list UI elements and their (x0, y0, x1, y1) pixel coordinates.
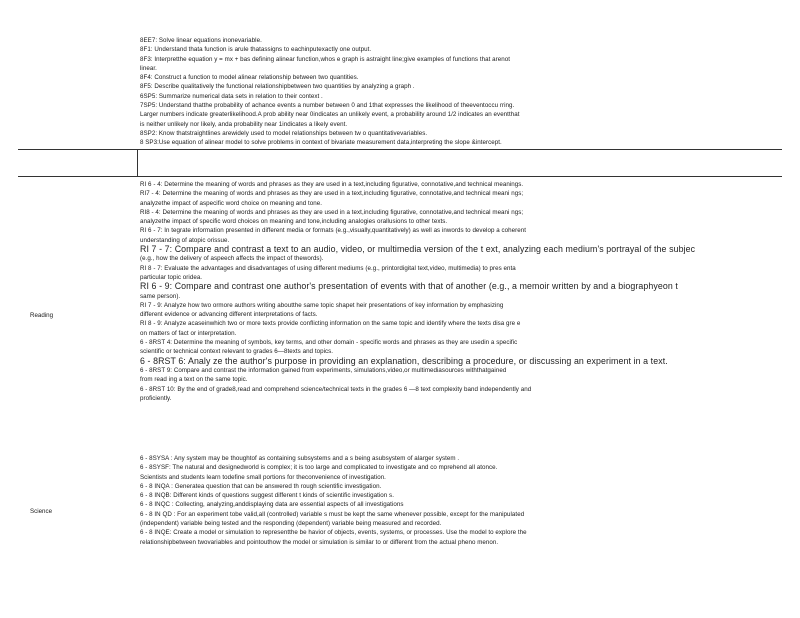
math-line: 6SP5: Summarize numerical data sets in relation to their context . (140, 92, 323, 100)
math-line: linear. (140, 64, 157, 72)
reading-line: (e.g., how the delivery of aspeech affects the impact of thewords). (140, 255, 324, 263)
reading-label: Reading (30, 312, 54, 319)
science-standards (140, 454, 780, 547)
math-line: 8F1: Understand thata function is arule thatassigns to eachinputexactly one output. (140, 46, 372, 54)
reading-line: same person). (140, 292, 181, 300)
reading-line: RI 6 - 4: Determine the meaning of words and phrases as they are used in a text,including figurative, connotative,and technical meanings. (140, 181, 524, 188)
reading-line: from read ing a text on the same topic. (140, 376, 248, 384)
table-divider (18, 176, 782, 177)
reading-line: RI 7 - 9: Analyze how two ormore authors writing aboutthe same topic shapet heir presentations of key information by emphasizing (140, 301, 504, 309)
reading-line: different evidence or advancing different interpretations of facts. (140, 311, 318, 319)
reading-line: particular topic oridea. (140, 273, 203, 281)
reading-line: on matters of fact or interpretation. (140, 329, 237, 337)
math-line: is neither unlikely nor likely, anda probability near 1indicates a likely event. (140, 120, 348, 128)
math-line: 7SP5: Understand thatthe probability of achance events a number between 0 and 1that expresses the likelihood of theeventoccu rring. (140, 102, 515, 110)
science-line: relationshipbetween twovariables and pointouthow the model or simulation is similar to or different from the actual pheno menon. (140, 538, 499, 546)
math-line: 8EE7: Solve linear equations inonevariable. (140, 37, 262, 44)
science-line: 6 - 8 INQA : Generatea question that can be answered th rough scientific investigation. (140, 482, 382, 490)
reading-line: understanding of atopic orissue. (140, 236, 230, 244)
science-line: 6 - 8 INQB: Different kinds of questions suggest different t kinds of scientific investigation s. (140, 492, 394, 500)
science-line: 6 - 8 INQC : Collecting, analyzing,anddisplaying data are essential aspects of all investigations (140, 501, 404, 509)
reading-line: RI8 - 4: Determine the meaning of words and phrases as they are used in a text,including figurative, connotative,and technical meani ngs; (140, 208, 524, 216)
reading-line: 6 - 8RST 10: By the end of grade8,read and comprehend science/technical texts in the grades 6 —8 text complexity band independently and (140, 385, 532, 393)
reading-line: analyzethe impact of specific word choices on meaning and tone,including analogies orallusions to other texts. (140, 218, 448, 226)
reading-line: proficiently. (140, 394, 172, 402)
reading-line: RI 8 - 7: Evaluate the advantages and disadvantages of using different mediums (e.g., printordigital text,video, multimedia) to pres enta (140, 264, 516, 272)
science-line: 6 - 8 IN QD : For an experiment tobe valid,all (controlled) variable s must be kept the same whenever possible, except for the manipulated (140, 510, 525, 518)
math-line: 8F5: Describe qualitatively the functional relationshipbetween two quantities by analyzing a graph . (140, 83, 415, 91)
reading-line: RI 6 - 9: Compare and contrast one author's presentation of events with that of another (e.g., a memoir written by and a biographyeon t (140, 282, 678, 292)
reading-line: RI 8 - 9: Analyze acaseinwhich two or more texts provide conflicting information on the same topic and identify where the texts disa gre e (140, 320, 521, 328)
reading-line: 6 - 8RST 4: Determine the meaning of symbols, key terms, and other domain - specific words and phrases as they are usedin a specific (140, 339, 518, 347)
science-line: 6 - 8SYSA : Any system may be thoughtof as containing subsystems and a s being asubsystem of alarger system . (140, 455, 460, 462)
reading-line: RI7 - 4: Determine the meaning of words and phrases as they are used in a text,including figurative, connotative,and technical meani ngs; (140, 190, 524, 198)
reading-line: scientific or technical context relevant to grades 6—8texts and topics. (140, 348, 334, 356)
math-standards (140, 36, 780, 148)
reading-line: 6 - 8RST 9: Compare and contrast the information gained from experiments, simulations,video,or multimediasources withthatgained (140, 366, 507, 374)
math-line: 8SP2: Know thatstraightlines arewidely used to model relationships between tw o quantitativevariables. (140, 129, 428, 137)
science-line: (independent) variable being tested and the responding (dependent) variable being measured and recorded. (140, 520, 442, 528)
math-line: 8F4: Construct a function to model alinear relationship between two quantities. (140, 74, 359, 82)
reading-line: RI 6 - 7: In tegrate information presented in different media or formats (e.g.,visually,quantitatively) as well as inwords to develop a coherent (140, 227, 526, 235)
math-line: 8F3: Interpretthe equation y = mx + bas defining alinear function,whos e graph is astraight line;give examples of functions that arenot (140, 55, 510, 63)
reading-line: analyzethe impact of aspecific word choice on meaning and tone. (140, 199, 323, 207)
column-divider (137, 149, 138, 177)
reading-line: 6 - 8RST 6: Analy ze the author's purpose in providing an explanation, describing a procedure, or discussing an experiment in a text. (140, 356, 668, 366)
reading-standards (140, 180, 780, 403)
reading-line: RI 7 - 7: Compare and contrast a text to an audio, video, or multimedia version of the t ext, analyzing each medium's portrayal of the subjec (140, 245, 696, 255)
math-line: 8 SP3:Use equation of alinear model to solve problems in context of bivariate measurement data,interpreting the slope &intercept. (140, 139, 502, 147)
science-line: 6 - 8SYSF: The natural and designedworld is complex; it is too large and complicated to investigate and co mprehend all atonce. (140, 464, 498, 472)
table-divider (18, 149, 782, 150)
science-line: 6 - 8 INQE: Create a model or simulation to representthe be havior of objects, events, systems, or processes. Use the model to explore the (140, 529, 527, 537)
science-line: Scientists and students learn todefine small portions for theconvenience of investigation. (140, 473, 386, 481)
math-line: Larger numbers indicate greaterlikelihood.A prob ability near 0indicates an unlikely event, a probability around 1/2 indicates an eventthat (140, 111, 520, 119)
science-label: Science (30, 508, 53, 515)
